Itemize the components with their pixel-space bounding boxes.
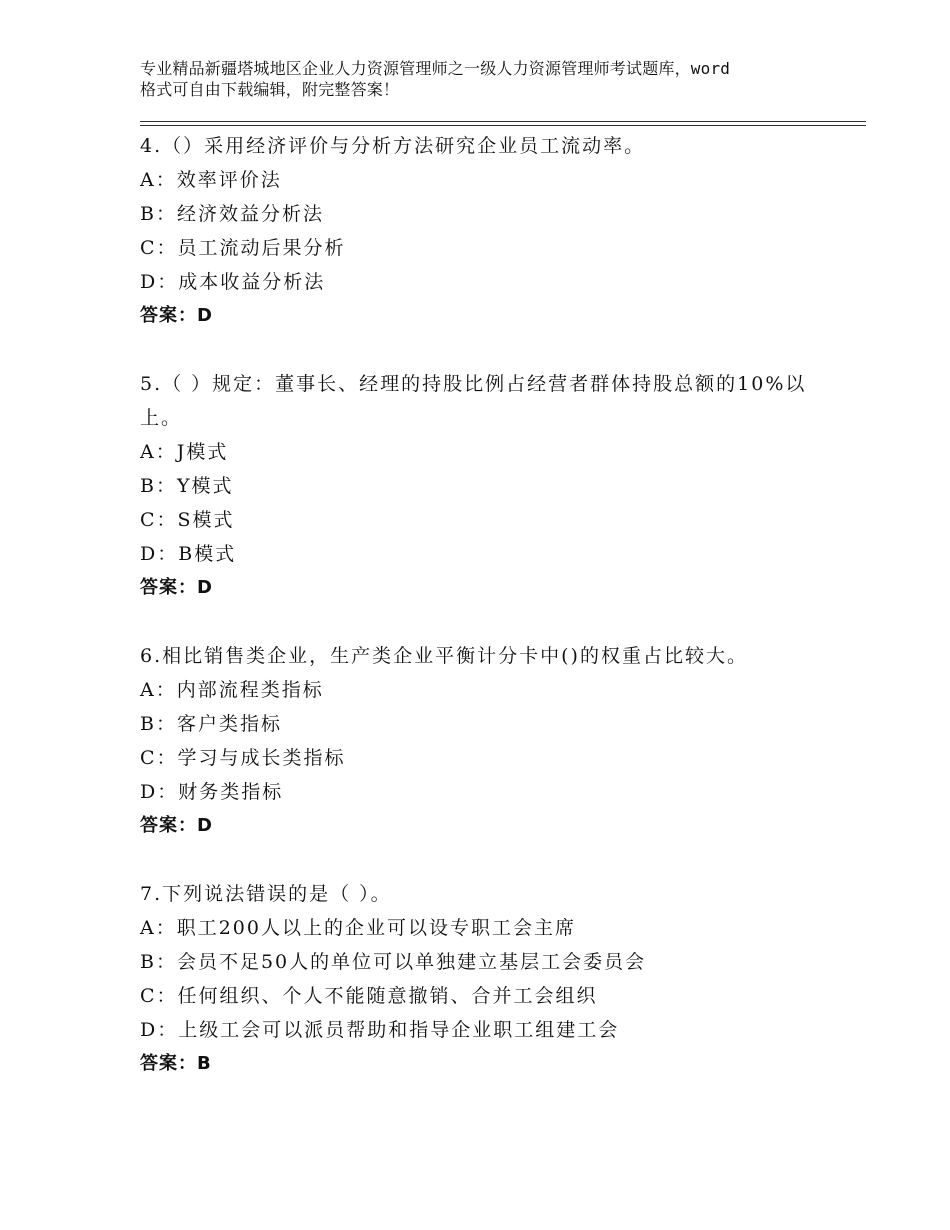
question-5 xyxy=(140,367,830,605)
answer-label: 答案：D xyxy=(140,577,213,598)
option-b: B：Y模式 xyxy=(140,475,234,497)
answer-label: 答案：D xyxy=(140,305,213,326)
question-stem: 5.（ ）规定：董事长、经理的持股比例占经营者群体持股总额的10%以上。 xyxy=(140,373,807,429)
answer-label: 答案：D xyxy=(140,815,213,836)
header-divider-bottom xyxy=(140,125,866,126)
question-4 xyxy=(140,129,830,333)
option-a: A：J模式 xyxy=(140,441,229,463)
option-b: B：会员不足50人的单位可以单独建立基层工会委员会 xyxy=(140,951,647,973)
document-header xyxy=(140,58,830,100)
option-c: C：员工流动后果分析 xyxy=(140,237,346,259)
option-a: A：职工200人以上的企业可以设专职工会主席 xyxy=(140,917,576,939)
question-stem: 7.下列说法错误的是（ ）。 xyxy=(140,883,392,905)
option-d: D：B模式 xyxy=(140,543,237,565)
option-c: C：S模式 xyxy=(140,509,235,531)
header-line-1: 专业精品新疆塔城地区企业人力资源管理师之一级人力资源管理师考试题库，word xyxy=(140,59,731,78)
option-d: D：成本收益分析法 xyxy=(140,271,326,293)
question-6 xyxy=(140,639,830,843)
option-b: B：客户类指标 xyxy=(140,713,282,735)
question-stem: 4.（）采用经济评价与分析方法研究企业员工流动率。 xyxy=(140,135,646,157)
question-7 xyxy=(140,877,830,1081)
answer-label: 答案：B xyxy=(140,1053,212,1074)
question-list xyxy=(140,129,830,1115)
option-d: D：上级工会可以派员帮助和指导企业职工组建工会 xyxy=(140,1019,620,1041)
option-c: C：学习与成长类指标 xyxy=(140,747,346,769)
option-a: A：内部流程类指标 xyxy=(140,679,324,701)
option-b: B：经济效益分析法 xyxy=(140,203,324,225)
header-line-2: 格式可自由下载编辑，附完整答案！ xyxy=(140,80,400,99)
option-a: A：效率评价法 xyxy=(140,169,282,191)
header-divider-top xyxy=(140,121,866,122)
question-stem: 6.相比销售类企业，生产类企业平衡计分卡中()的权重占比较大。 xyxy=(140,645,748,667)
option-d: D：财务类指标 xyxy=(140,781,284,803)
option-c: C：任何组织、个人不能随意撤销、合并工会组织 xyxy=(140,985,598,1007)
